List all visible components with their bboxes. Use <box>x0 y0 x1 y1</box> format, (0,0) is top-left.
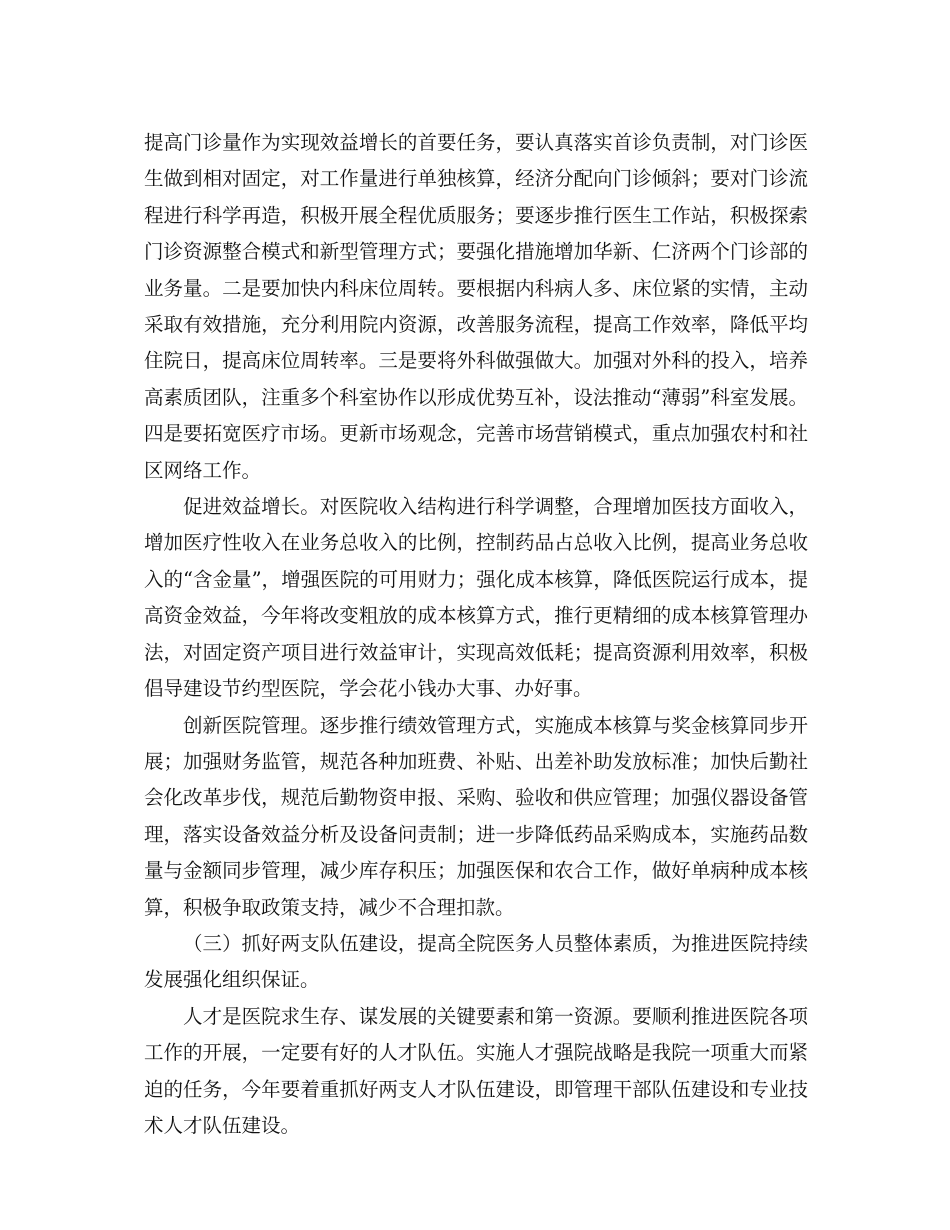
paragraph-hospital-management: 创新医院管理。逐步推行绩效管理方式，实施成本核算与奖金核算同步开展；加强财务监管，规范各种加班费、补贴、出差补助发放标准；加快后勤社会化改革步伐，规范后勤物资申报、采购、验收和供应管理；加强仪器设备管理，落实设备效益分析及设备问责制；进一步降低药品采购成本，实施药品数量与金额同步管理，减少库存积压；加强医保和农合工作，做好单病种成本核算，积极争取政策支持，减少不合理扣款。 <box>144 713 808 919</box>
document-body <box>144 125 808 1144</box>
paragraph-benefit-growth: 促进效益增长。对医院收入结构进行科学调整，合理增加医技方面收入，增加医疗性收入在业务总收入的比例，控制药品占总收入比例，提高业务总收入的“含金量”，增强医院的可用财力；强化成本核算，降低医院运行成本，提高资金效益，今年将改变粗放的成本核算方式，推行更精细的成本核算管理办法，对固定资产项目进行效益审计，实现高效低耗；提高资源利用效率，积极倡导建设节约型医院，学会花小钱办大事、办好事。 <box>144 495 808 701</box>
paragraph-section-three-heading: （三）抓好两支队伍建设，提高全院医务人员整体素质，为推进医院持续发展强化组织保证。 <box>144 931 808 992</box>
paragraph-talent-resources: 人才是医院求生存、谋发展的关键要素和第一资源。要顺利推进医院各项工作的开展，一定要有好的人才队伍。实施人才强院战略是我院一项重大而紧迫的任务，今年要着重抓好两支人才队伍建设，即管理干部队伍建设和专业技术人才队伍建设。 <box>144 1004 808 1137</box>
paragraph-outpatient-tasks: 提高门诊量作为实现效益增长的首要任务，要认真落实首诊负责制，对门诊医生做到相对固定，对工作量进行单独核算，经济分配向门诊倾斜；要对门诊流程进行科学再造，积极开展全程优质服务；要逐步推行医生工作站，积极探索门诊资源整合模式和新型管理方式；要强化措施增加华新、仁济两个门诊部的业务量。二是要加快内科床位周转。要根据内科病人多、床位紧的实情，主动采取有效措施，充分利用院内资源，改善服务流程，提高工作效率，降低平均住院日，提高床位周转率。三是要将外科做强做大。加强对外科的投入，培养高素质团队，注重多个科室协作以形成优势互补，设法推动“薄弱”科室发展。四是要拓宽医疗市场。更新市场观念，完善市场营销模式，重点加强农村和社区网络工作。 <box>144 131 808 482</box>
